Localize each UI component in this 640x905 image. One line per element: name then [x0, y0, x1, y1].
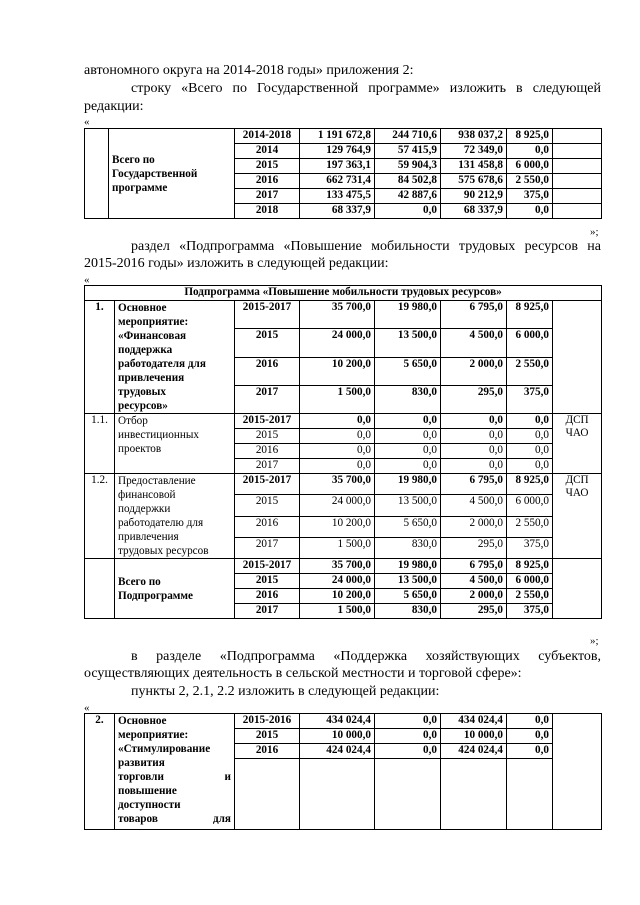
num-cell: 1.1. — [85, 414, 115, 474]
row-name-cell — [109, 129, 235, 219]
value-cell: 1 500,0 — [300, 537, 375, 558]
value-cell: 4 500,0 — [441, 495, 507, 516]
value-cell: 90 212,9 — [441, 189, 507, 204]
year-cell: 2015 — [235, 159, 300, 174]
empty-cell — [441, 759, 507, 830]
intro-line-3: редакции: — [84, 99, 144, 114]
value-cell: 0,0 — [375, 459, 441, 474]
value-cell: 131 458,8 — [441, 159, 507, 174]
row-name-line: Основное — [118, 302, 167, 314]
executor-cell — [553, 714, 602, 830]
value-cell: 0,0 — [441, 429, 507, 444]
table-row — [85, 129, 602, 144]
intro-line-1: автономного округа на 2014-2018 годы» приложения 2: — [84, 63, 414, 78]
value-cell: 35 700,0 — [300, 474, 375, 495]
quote-open-1: « — [84, 116, 90, 128]
value-cell: 0,0 — [375, 429, 441, 444]
row-name-line: Отбор — [118, 415, 148, 427]
value-cell: 830,0 — [375, 537, 441, 558]
section3-line-2: осуществляющих деятельность в сельской местности и торговой сфере»: — [84, 666, 522, 681]
value-cell: 2 000,0 — [441, 589, 507, 604]
value-cell: 0,0 — [507, 729, 553, 744]
value-cell: 8 925,0 — [507, 301, 553, 329]
year-cell: 2017 — [235, 459, 300, 474]
value-cell: 24 000,0 — [300, 329, 375, 357]
value-cell: 830,0 — [375, 385, 441, 413]
value-cell: 375,0 — [507, 385, 553, 413]
row-name-line: Государственной — [112, 167, 198, 180]
year-cell: 2016 — [235, 744, 300, 759]
row-name-cell — [115, 414, 235, 474]
value-cell: 375,0 — [507, 537, 553, 558]
row-name-cell — [115, 474, 235, 559]
table-row — [85, 559, 602, 574]
value-cell: 0,0 — [507, 414, 553, 429]
value-cell: 375,0 — [507, 189, 553, 204]
value-cell: 10 200,0 — [300, 589, 375, 604]
value-cell: 197 363,1 — [300, 159, 375, 174]
value-cell: 35 700,0 — [300, 301, 375, 329]
row-name-line: финансовой — [118, 489, 176, 501]
year-cell: 2015-2016 — [235, 714, 300, 729]
year-cell: 2015 — [235, 429, 300, 444]
value-cell: 4 500,0 — [441, 574, 507, 589]
value-cell: 434 024,4 — [300, 714, 375, 729]
table-trade-support — [84, 713, 602, 830]
value-cell: 575 678,6 — [441, 174, 507, 189]
value-cell: 0,0 — [441, 444, 507, 459]
executor-cell — [553, 559, 602, 619]
value-cell: 424 024,4 — [300, 744, 375, 759]
table-row — [85, 714, 602, 729]
executor-line: ЧАО — [565, 427, 589, 439]
executor-line: ЧАО — [565, 487, 589, 499]
year-cell: 2018 — [235, 204, 300, 219]
executor-cell — [553, 204, 602, 219]
table-subprogram-mobility — [84, 285, 602, 619]
value-cell: 57 415,9 — [375, 144, 441, 159]
value-cell: 830,0 — [375, 604, 441, 619]
row-name-line: привлечения — [118, 372, 185, 384]
row-name-line: Всего по — [112, 153, 155, 166]
executor-line: ДСП — [565, 474, 589, 486]
year-cell: 2016 — [235, 516, 300, 537]
empty-cell — [507, 759, 553, 830]
value-cell: 2 550,0 — [507, 589, 553, 604]
year-cell: 2015 — [235, 495, 300, 516]
row-name-line: трудовых — [118, 386, 166, 398]
year-cell: 2016 — [235, 589, 300, 604]
value-cell: 0,0 — [375, 714, 441, 729]
value-cell: 84 502,8 — [375, 174, 441, 189]
row-name-line: торговли и — [118, 771, 231, 783]
value-cell: 0,0 — [441, 459, 507, 474]
year-cell: 2016 — [235, 174, 300, 189]
row-name-line: Предоставление — [118, 475, 196, 487]
value-cell: 68 337,9 — [441, 204, 507, 219]
section2-line-1: раздел «Подпрограмма «Повышение мобильности трудовых ресурсов на — [131, 239, 601, 254]
value-cell: 2 550,0 — [507, 516, 553, 537]
value-cell: 295,0 — [441, 385, 507, 413]
value-cell: 6 795,0 — [441, 474, 507, 495]
value-cell: 0,0 — [507, 744, 553, 759]
value-cell: 0,0 — [375, 444, 441, 459]
value-cell: 5 650,0 — [375, 357, 441, 385]
value-cell: 8 925,0 — [507, 129, 553, 144]
value-cell: 0,0 — [300, 444, 375, 459]
row-name-cell — [115, 559, 235, 619]
row-name-line: Основное — [118, 715, 167, 727]
executor-cell — [553, 301, 602, 414]
quote-close-1: »; — [590, 226, 599, 238]
table-total-program — [84, 128, 602, 219]
year-cell: 2015-2017 — [235, 474, 300, 495]
value-cell: 0,0 — [375, 204, 441, 219]
value-cell: 2 000,0 — [441, 516, 507, 537]
value-cell: 0,0 — [507, 144, 553, 159]
row-name-line: развития — [118, 757, 165, 769]
value-cell: 68 337,9 — [300, 204, 375, 219]
value-cell: 19 980,0 — [375, 301, 441, 329]
executor-line: ДСП — [565, 414, 589, 426]
value-cell: 295,0 — [441, 604, 507, 619]
table-row — [85, 474, 602, 495]
row-name-line: трудовых ресурсов — [118, 545, 209, 557]
value-cell: 938 037,2 — [441, 129, 507, 144]
executor-cell — [553, 474, 602, 559]
executor-cell — [553, 414, 602, 474]
row-name-line: инвестиционных — [118, 429, 199, 441]
empty-cell — [300, 759, 375, 830]
value-cell: 24 000,0 — [300, 495, 375, 516]
year-cell: 2017 — [235, 604, 300, 619]
year-cell: 2014-2018 — [235, 129, 300, 144]
value-cell: 0,0 — [441, 414, 507, 429]
section3-line-1: в разделе «Подпрограмма «Поддержка хозяйствующих субъектов, — [131, 649, 601, 664]
value-cell: 8 925,0 — [507, 559, 553, 574]
value-cell: 244 710,6 — [375, 129, 441, 144]
value-cell: 0,0 — [375, 414, 441, 429]
value-cell: 0,0 — [507, 204, 553, 219]
value-cell: 0,0 — [507, 459, 553, 474]
year-cell: 2015 — [235, 574, 300, 589]
year-cell: 2015-2017 — [235, 414, 300, 429]
row-name-cell — [115, 301, 235, 414]
value-cell: 2 550,0 — [507, 357, 553, 385]
row-name-line: повышение — [118, 785, 177, 797]
value-cell: 6 000,0 — [507, 574, 553, 589]
value-cell: 13 500,0 — [375, 329, 441, 357]
year-cell: 2015-2017 — [235, 301, 300, 329]
value-cell: 424 024,4 — [441, 744, 507, 759]
executor-cell — [553, 144, 602, 159]
value-cell: 6 795,0 — [441, 559, 507, 574]
row-name-line: мероприятие: — [118, 729, 189, 741]
executor-cell — [553, 159, 602, 174]
row-name-line: ресурсов» — [118, 400, 168, 412]
executor-cell — [553, 189, 602, 204]
year-cell: 2014 — [235, 144, 300, 159]
value-cell: 5 650,0 — [375, 589, 441, 604]
quote-open-2: « — [84, 274, 90, 286]
num-cell — [85, 129, 109, 219]
section3-line-3: пункты 2, 2.1, 2.2 изложить в следующей редакции: — [131, 684, 440, 699]
row-name-line: поддержка — [118, 344, 173, 356]
row-name-line: «Стимулирование — [118, 743, 211, 755]
value-cell: 2 550,0 — [507, 174, 553, 189]
row-name-line: работодателю для — [118, 517, 204, 529]
empty-cell — [235, 759, 300, 830]
row-name-line: «Финансовая — [118, 330, 187, 342]
value-cell: 0,0 — [507, 714, 553, 729]
year-cell: 2015 — [235, 729, 300, 744]
value-cell: 295,0 — [441, 537, 507, 558]
value-cell: 10 200,0 — [300, 516, 375, 537]
value-cell: 0,0 — [375, 744, 441, 759]
row-name-line: Всего по — [118, 575, 161, 588]
quote-open-3: « — [84, 702, 90, 714]
executor-cell — [553, 129, 602, 144]
value-cell: 0,0 — [300, 429, 375, 444]
value-cell: 133 475,5 — [300, 189, 375, 204]
row-name-cell — [115, 714, 235, 830]
section2-line-2: 2015-2016 годы» изложить в следующей редакции: — [84, 256, 389, 271]
value-cell: 19 980,0 — [375, 474, 441, 495]
year-cell: 2016 — [235, 357, 300, 385]
value-cell: 59 904,3 — [375, 159, 441, 174]
value-cell: 434 024,4 — [441, 714, 507, 729]
value-cell: 1 500,0 — [300, 385, 375, 413]
row-name-line: проектов — [118, 443, 162, 455]
row-name-line: мероприятие: — [118, 316, 189, 328]
value-cell: 13 500,0 — [375, 495, 441, 516]
value-cell: 129 764,9 — [300, 144, 375, 159]
value-cell: 1 500,0 — [300, 604, 375, 619]
intro-line-2: строку «Всего по Государственной программе» изложить в следующей — [131, 81, 601, 96]
value-cell: 662 731,4 — [300, 174, 375, 189]
num-cell — [85, 559, 115, 619]
year-cell: 2015-2017 — [235, 559, 300, 574]
value-cell: 0,0 — [507, 429, 553, 444]
row-name-line: программе — [112, 181, 168, 194]
year-cell: 2016 — [235, 444, 300, 459]
empty-cell — [375, 759, 441, 830]
year-cell: 2017 — [235, 385, 300, 413]
value-cell: 72 349,0 — [441, 144, 507, 159]
value-cell: 0,0 — [300, 459, 375, 474]
value-cell: 6 000,0 — [507, 159, 553, 174]
value-cell: 10 200,0 — [300, 357, 375, 385]
value-cell: 0,0 — [375, 729, 441, 744]
value-cell: 42 887,6 — [375, 189, 441, 204]
value-cell: 1 191 672,8 — [300, 129, 375, 144]
num-cell: 1.2. — [85, 474, 115, 559]
year-cell: 2017 — [235, 537, 300, 558]
value-cell: 6 000,0 — [507, 329, 553, 357]
row-name-line: поддержки — [118, 503, 171, 515]
year-cell: 2017 — [235, 189, 300, 204]
value-cell: 10 000,0 — [441, 729, 507, 744]
executor-cell — [553, 174, 602, 189]
row-name-line: привлечения — [118, 531, 179, 543]
value-cell: 10 000,0 — [300, 729, 375, 744]
row-name-line: Подпрограмме — [118, 589, 193, 602]
value-cell: 19 980,0 — [375, 559, 441, 574]
value-cell: 6 795,0 — [441, 301, 507, 329]
value-cell: 375,0 — [507, 604, 553, 619]
year-cell: 2015 — [235, 329, 300, 357]
value-cell: 6 000,0 — [507, 495, 553, 516]
value-cell: 13 500,0 — [375, 574, 441, 589]
value-cell: 35 700,0 — [300, 559, 375, 574]
num-cell: 2. — [85, 714, 115, 830]
quote-close-2: »; — [590, 635, 599, 647]
value-cell: 24 000,0 — [300, 574, 375, 589]
value-cell: 8 925,0 — [507, 474, 553, 495]
value-cell: 2 000,0 — [441, 357, 507, 385]
row-name-line: доступности — [118, 799, 181, 811]
value-cell: 0,0 — [507, 444, 553, 459]
row-name-line: товаров для — [118, 813, 231, 825]
table-header-row — [85, 286, 602, 301]
subprogram-header: Подпрограмма «Повышение мобильности трудовых ресурсов» — [85, 286, 602, 301]
table-row — [85, 301, 602, 329]
value-cell: 0,0 — [300, 414, 375, 429]
table-row — [85, 414, 602, 429]
value-cell: 5 650,0 — [375, 516, 441, 537]
value-cell: 4 500,0 — [441, 329, 507, 357]
num-cell: 1. — [85, 301, 115, 414]
row-name-line: работодателя для — [118, 358, 206, 370]
